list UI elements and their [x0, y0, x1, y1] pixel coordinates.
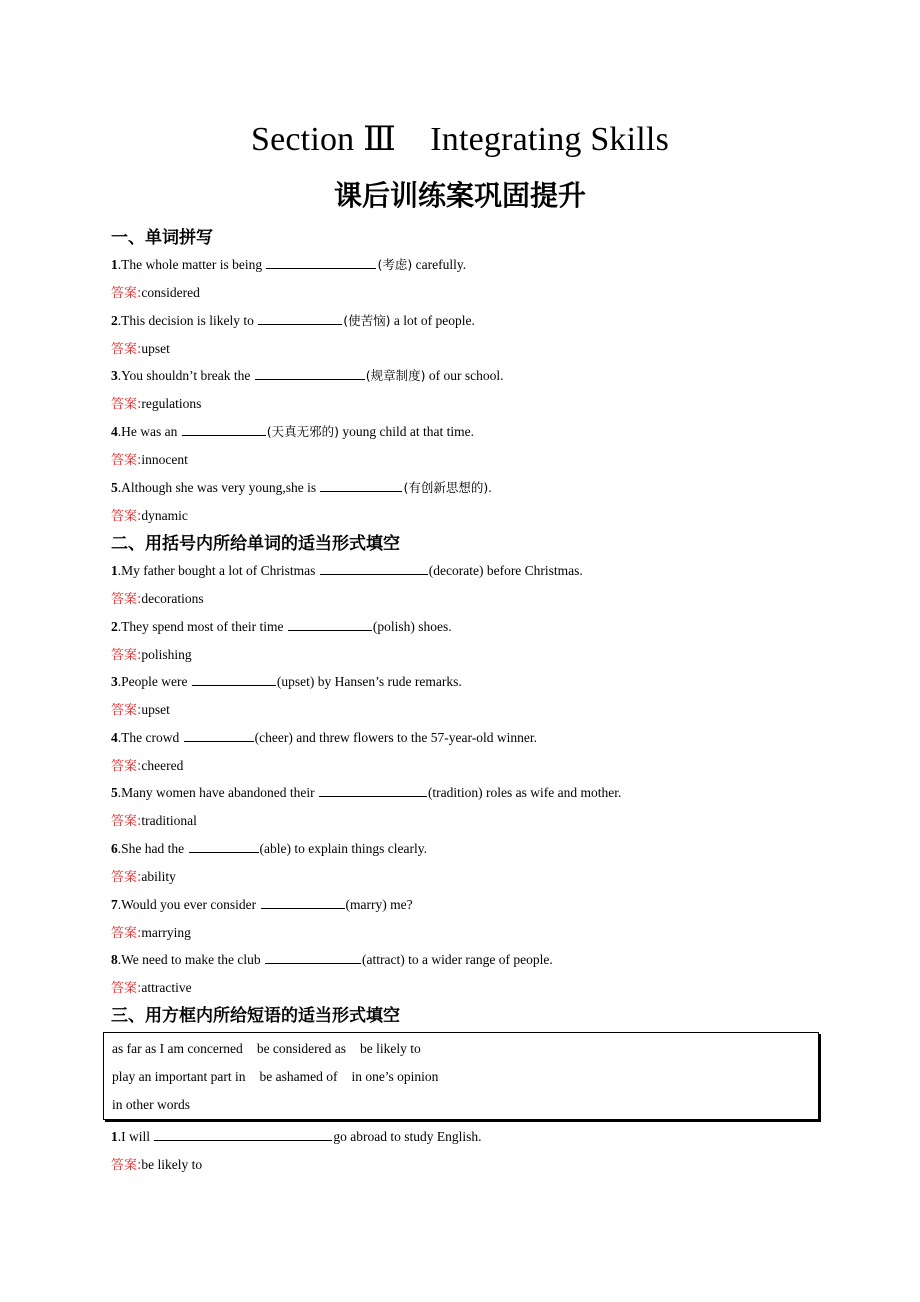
question-text-end: of our school.	[425, 368, 504, 383]
question-text: This decision is likely to	[121, 313, 258, 328]
question-2-3: 3.People were (upset) by Hansen’s rude remarks.	[111, 674, 462, 689]
answer-2-8	[111, 978, 192, 999]
question-number: 6	[111, 841, 118, 856]
phrase-item: as far as I am concerned	[112, 1041, 243, 1056]
answer-separator: :	[137, 759, 142, 774]
answer-separator: :	[137, 397, 142, 412]
question-hint: (天真无邪的)	[266, 424, 339, 439]
question-number: 3	[111, 674, 118, 689]
question-1-2: 2.This decision is likely to (使苦恼) a lot of people.	[111, 313, 475, 328]
answer-label: 答案	[111, 592, 138, 607]
question-number: 2	[111, 619, 118, 634]
phrase-item: be ashamed of	[259, 1069, 338, 1084]
answer-separator: :	[137, 509, 142, 524]
answer-text: attractive	[141, 980, 192, 995]
question-number: 8	[111, 952, 118, 967]
question-2-2: 2.They spend most of their time (polish) shoes.	[111, 619, 452, 634]
question-2-6: 6.She had the (able) to explain things clearly.	[111, 841, 427, 856]
answer-separator: :	[137, 703, 142, 718]
answer-2-1	[111, 589, 204, 610]
question-number: 5	[111, 480, 118, 495]
phrase-box	[103, 1032, 819, 1120]
answer-separator: :	[137, 592, 142, 607]
answer-label: 答案	[111, 870, 138, 885]
answer-blank[interactable]	[255, 366, 365, 380]
question-text-end: by Hansen’s rude remarks.	[314, 674, 462, 689]
question-text-end: young child at that time.	[339, 424, 474, 439]
question-hint: (attract)	[361, 952, 405, 967]
question-text: The whole matter is being	[121, 257, 266, 272]
question-2-8: 8.We need to make the club (attract) to a wider range of people.	[111, 952, 553, 967]
answer-2-2	[111, 645, 192, 666]
phrase-row-3	[112, 1095, 190, 1115]
question-text-end: shoes.	[414, 619, 452, 634]
section-heading-spelling: 一、单词拼写	[111, 228, 213, 248]
answer-1-3	[111, 394, 201, 415]
answer-separator: :	[137, 286, 142, 301]
answer-separator: :	[137, 870, 142, 885]
answer-2-7	[111, 923, 191, 944]
question-2-5: 5.Many women have abandoned their (tradition) roles as wife and mother.	[111, 785, 622, 800]
answer-separator: :	[137, 814, 142, 829]
answer-text: cheered	[141, 758, 184, 773]
answer-2-5	[111, 811, 197, 832]
question-text-end: .	[488, 480, 492, 495]
question-hint: (polish)	[372, 619, 415, 634]
phrase-item: in one’s opinion	[351, 1069, 439, 1084]
answer-blank[interactable]	[319, 783, 427, 797]
question-hint: (有创新思想的)	[403, 480, 489, 495]
question-1-1: 1.The whole matter is being (考虑) carefully.	[111, 257, 467, 272]
question-3-1: 1.I will go abroad to study English.	[111, 1129, 482, 1144]
question-number: 3	[111, 368, 118, 383]
phrase-item: be likely to	[360, 1041, 421, 1056]
answer-separator: :	[137, 453, 142, 468]
answer-blank[interactable]	[320, 561, 428, 575]
question-2-4: 4.The crowd (cheer) and threw flowers to the 57-year-old winner.	[111, 730, 537, 745]
answer-separator: :	[137, 1158, 142, 1173]
question-text-end: to a wider range of people.	[404, 952, 553, 967]
answer-label: 答案	[111, 286, 138, 301]
answer-label: 答案	[111, 814, 138, 829]
question-text: I will	[121, 1129, 154, 1144]
answer-label: 答案	[111, 453, 138, 468]
question-text: Many women have abandoned their	[121, 785, 318, 800]
answer-blank[interactable]	[266, 255, 376, 269]
answer-label: 答案	[111, 926, 138, 941]
answer-label: 答案	[111, 397, 138, 412]
answer-text: innocent	[141, 452, 188, 467]
answer-separator: :	[137, 981, 142, 996]
question-text: He was an	[121, 424, 181, 439]
question-hint: (规章制度)	[365, 368, 426, 383]
page-title: Section Ⅲ Integrating Skills	[250, 121, 670, 158]
question-hint: (decorate)	[428, 563, 484, 578]
question-text-end: go abroad to study English.	[333, 1129, 482, 1144]
answer-blank[interactable]	[320, 478, 402, 492]
answer-label: 答案	[111, 648, 138, 663]
answer-text: dynamic	[141, 508, 188, 523]
answer-text: marrying	[141, 925, 191, 940]
answer-blank[interactable]	[192, 672, 276, 686]
question-text: You shouldn’t break the	[121, 368, 254, 383]
answer-text: be likely to	[141, 1157, 203, 1172]
question-number: 5	[111, 785, 118, 800]
question-text: They spend most of their time	[121, 619, 287, 634]
question-number: 4	[111, 424, 118, 439]
answer-label: 答案	[111, 759, 138, 774]
question-text: The crowd	[121, 730, 183, 745]
answer-1-2	[111, 339, 170, 360]
answer-text: considered	[141, 285, 200, 300]
answer-blank[interactable]	[154, 1127, 332, 1141]
answer-separator: :	[137, 648, 142, 663]
answer-text: traditional	[141, 813, 197, 828]
answer-blank[interactable]	[288, 617, 372, 631]
question-hint: (able)	[259, 841, 291, 856]
answer-blank[interactable]	[184, 728, 254, 742]
question-text: Although she was very young,she is	[121, 480, 320, 495]
question-text: Would you ever consider	[121, 897, 260, 912]
question-number: 1	[111, 1129, 118, 1144]
question-text: People were	[121, 674, 191, 689]
question-1-3: 3.You shouldn’t break the (规章制度) of our school.	[111, 368, 504, 383]
question-2-7: 7.Would you ever consider (marry) me?	[111, 897, 413, 912]
answer-blank[interactable]	[261, 895, 345, 909]
question-text-end: before Christmas.	[483, 563, 583, 578]
question-text-end: roles as wife and mother.	[482, 785, 622, 800]
answer-blank[interactable]	[258, 311, 342, 325]
question-hint: (upset)	[276, 674, 315, 689]
question-number: 2	[111, 313, 118, 328]
question-number: 4	[111, 730, 118, 745]
answer-label: 答案	[111, 1158, 138, 1173]
question-hint: (marry)	[345, 897, 387, 912]
answer-2-3	[111, 700, 170, 721]
question-2-1: 1.My father bought a lot of Christmas (decorate) before Christmas.	[111, 563, 583, 578]
question-text-end: me?	[386, 897, 413, 912]
answer-text: regulations	[141, 396, 202, 411]
answer-blank[interactable]	[182, 422, 266, 436]
answer-label: 答案	[111, 509, 138, 524]
question-text: She had the	[121, 841, 188, 856]
answer-separator: :	[137, 926, 142, 941]
answer-1-4	[111, 450, 188, 471]
answer-2-4	[111, 756, 183, 777]
answer-3-1	[111, 1155, 202, 1176]
phrase-row-2	[112, 1067, 438, 1087]
question-number: 1	[111, 257, 118, 272]
answer-label: 答案	[111, 342, 138, 357]
question-text-end: to explain things clearly.	[290, 841, 427, 856]
section-heading-phrases: 三、用方框内所给短语的适当形式填空	[111, 1006, 400, 1026]
question-hint: (使苦恼)	[343, 313, 391, 328]
section-heading-word-forms: 二、用括号内所给单词的适当形式填空	[111, 534, 400, 554]
question-number: 1	[111, 563, 118, 578]
answer-label: 答案	[111, 981, 138, 996]
question-hint: (考虑)	[377, 257, 413, 272]
answer-separator: :	[137, 342, 142, 357]
page-subtitle: 课后训练案巩固提升	[333, 179, 586, 212]
answer-text: upset	[141, 702, 170, 717]
answer-blank[interactable]	[189, 839, 259, 853]
question-number: 7	[111, 897, 118, 912]
answer-2-6	[111, 867, 176, 888]
question-text-end: a lot of people.	[390, 313, 475, 328]
answer-text: polishing	[141, 647, 192, 662]
question-1-5: 5.Although she was very young,she is (有创新思想的).	[111, 480, 492, 495]
answer-text: upset	[141, 341, 170, 356]
phrase-item: in other words	[112, 1097, 190, 1112]
answer-1-1	[111, 283, 200, 304]
question-text-end: and threw flowers to the 57-year-old winner.	[292, 730, 537, 745]
answer-text: decorations	[141, 591, 204, 606]
question-hint: (tradition)	[427, 785, 483, 800]
answer-text: ability	[141, 869, 176, 884]
question-text: We need to make the club	[121, 952, 264, 967]
phrase-item: play an important part in	[112, 1069, 246, 1084]
phrase-item: be considered as	[256, 1041, 347, 1056]
question-hint: (cheer)	[254, 730, 293, 745]
phrase-row-1	[112, 1039, 421, 1059]
answer-label: 答案	[111, 703, 138, 718]
question-text: My father bought a lot of Christmas	[121, 563, 319, 578]
answer-blank[interactable]	[265, 950, 361, 964]
question-text-end: carefully.	[412, 257, 467, 272]
answer-1-5	[111, 506, 188, 527]
question-1-4: 4.He was an (天真无邪的) young child at that time.	[111, 424, 474, 439]
